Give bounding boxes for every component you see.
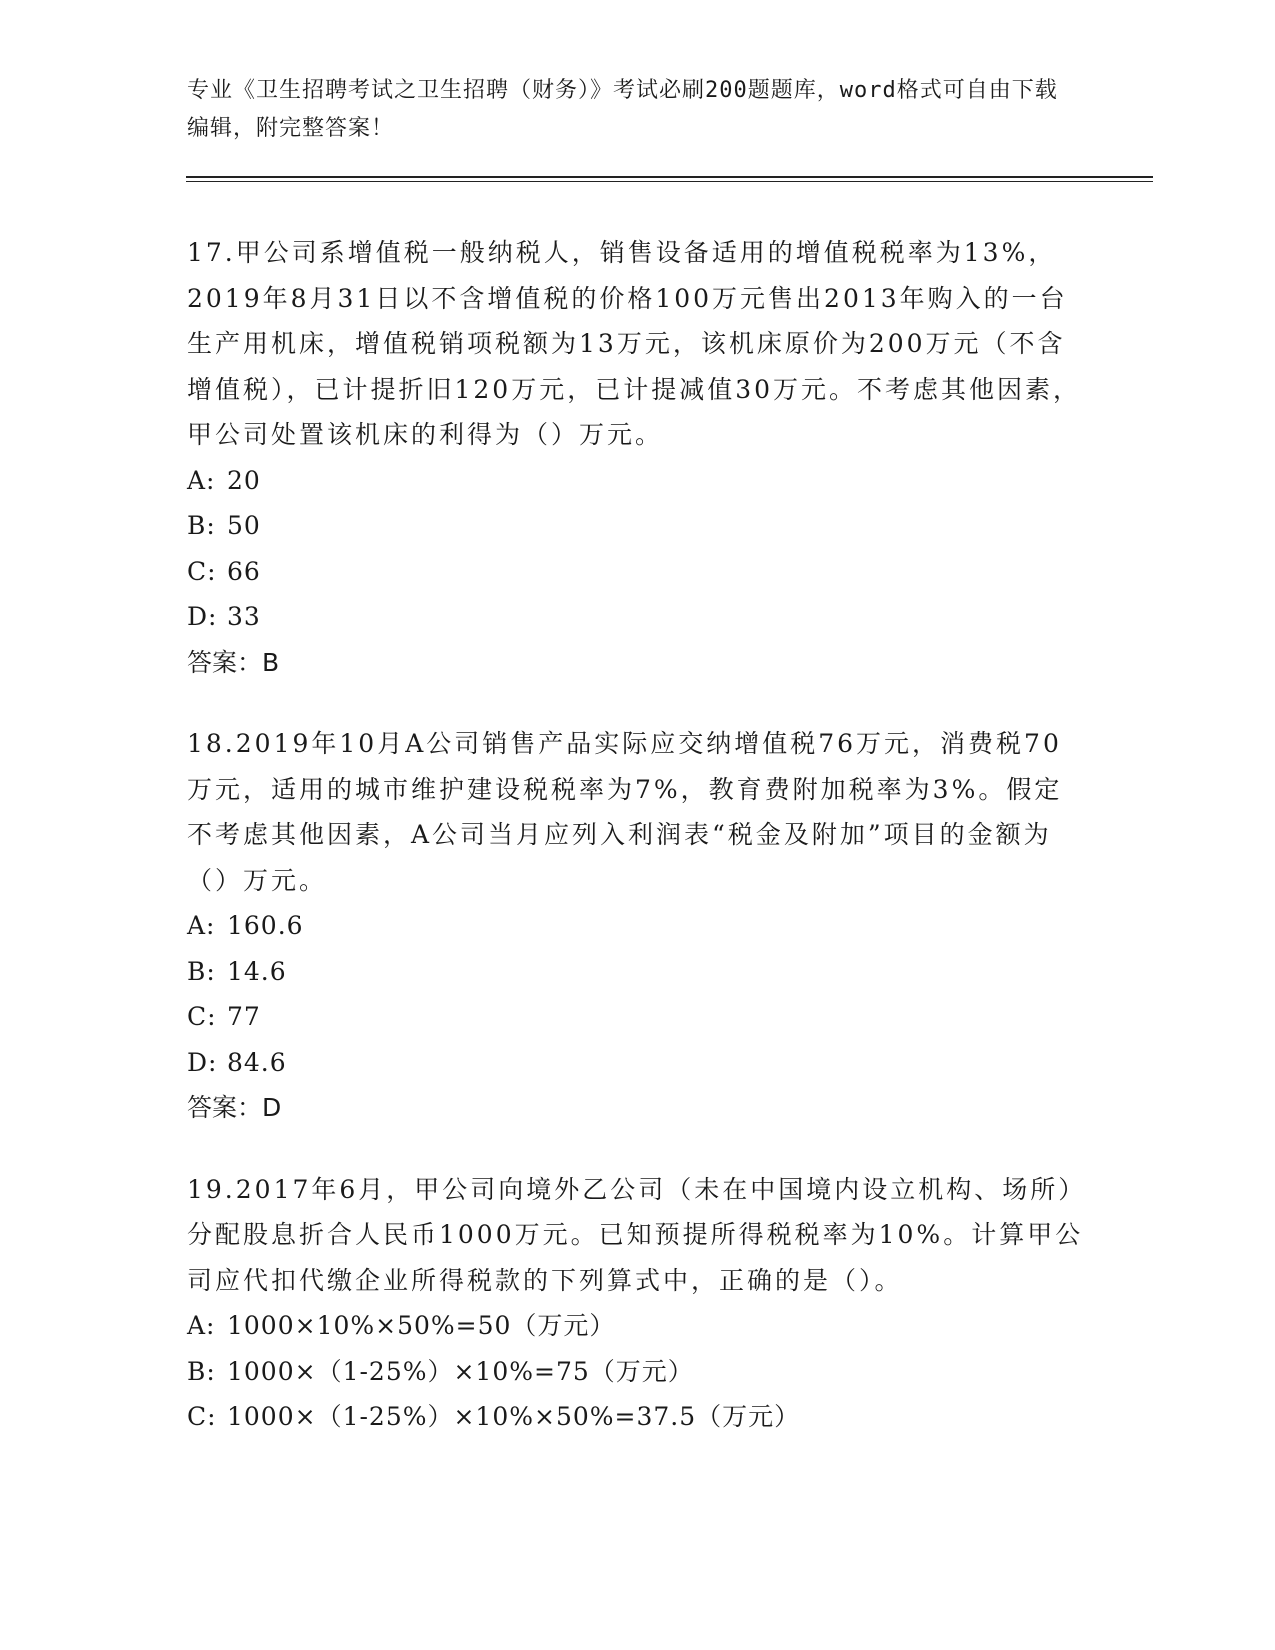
option-letter: A: — [187, 911, 216, 940]
question-list — [187, 230, 1087, 1476]
option-a — [187, 903, 1087, 949]
question-text: 18.2019年10月A公司销售产品实际应交纳增值税76万元，消费税70万元，适用的城市维护建设税税率为7%，教育费附加税率为3%。假定不考虑其他因素，A公司当月应列入利润表“税金及附加”项目的金额为（）万元。 — [187, 729, 1063, 895]
option-value: 84.6 — [227, 1047, 287, 1077]
option-value: 1000×（1-25%）×10%×50%=37.5（万元） — [227, 1402, 801, 1431]
question-19 — [187, 1167, 1087, 1440]
option-c — [187, 1394, 1087, 1440]
option-letter: A: — [187, 465, 216, 495]
option-a — [187, 1303, 1087, 1349]
option-d — [187, 1040, 1087, 1086]
document-header: 专业《卫生招聘考试之卫生招聘（财务）》考试必刷200题题库，word格式可自由下载编辑，附完整答案！ — [187, 78, 1058, 141]
option-letter: C: — [187, 556, 217, 586]
option-letter: D: — [187, 1047, 218, 1077]
option-b — [187, 949, 1087, 995]
question-18 — [187, 721, 1087, 1131]
option-value: 77 — [227, 1002, 261, 1031]
option-value: 14.6 — [227, 956, 287, 986]
option-letter: D: — [187, 602, 218, 631]
answer-label: 答案：D — [187, 1093, 282, 1122]
option-letter: C: — [187, 1402, 217, 1431]
option-letter: B: — [187, 956, 216, 986]
option-b — [187, 1349, 1087, 1395]
option-b — [187, 503, 1087, 549]
option-value: 66 — [227, 556, 261, 586]
option-value: 1000×10%×50%=50（万元） — [227, 1311, 616, 1340]
option-d — [187, 594, 1087, 640]
option-c — [187, 549, 1087, 595]
option-value: 33 — [227, 602, 261, 631]
option-a — [187, 458, 1087, 504]
header-divider-top — [186, 176, 1153, 178]
option-letter: A: — [187, 1311, 216, 1340]
option-value: 20 — [227, 465, 261, 495]
option-value: 50 — [227, 511, 261, 540]
question-17 — [187, 230, 1087, 685]
option-letter: B: — [187, 1356, 216, 1386]
option-value: 1000×（1-25%）×10%=75（万元） — [227, 1356, 694, 1386]
answer-label: 答案：B — [187, 647, 280, 677]
option-letter: B: — [187, 511, 216, 540]
header-divider-bottom — [186, 181, 1153, 182]
option-letter: C: — [187, 1002, 217, 1031]
option-value: 160.6 — [227, 911, 304, 940]
question-text: 19.2017年6月，甲公司向境外乙公司（未在中国境内设立机构、场所）分配股息折合人民币1000万元。已知预提所得税税率为10%。计算甲公司应代扣代缴企业所得税款的下列算式中，正确的是（）。 — [187, 1174, 1087, 1295]
option-c — [187, 994, 1087, 1040]
question-text: 17.甲公司系增值税一般纳税人，销售设备适用的增值税税率为13%，2019年8月31日以不含增值税的价格100万元售出2013年购入的一台生产用机床，增值税销项税额为13万元，该机床原价为200万元（不含增值税），已计提折旧120万元，已计提减值30万元。不考虑其他因素，甲公司处置该机床的利得为（）万元。 — [187, 238, 1082, 449]
